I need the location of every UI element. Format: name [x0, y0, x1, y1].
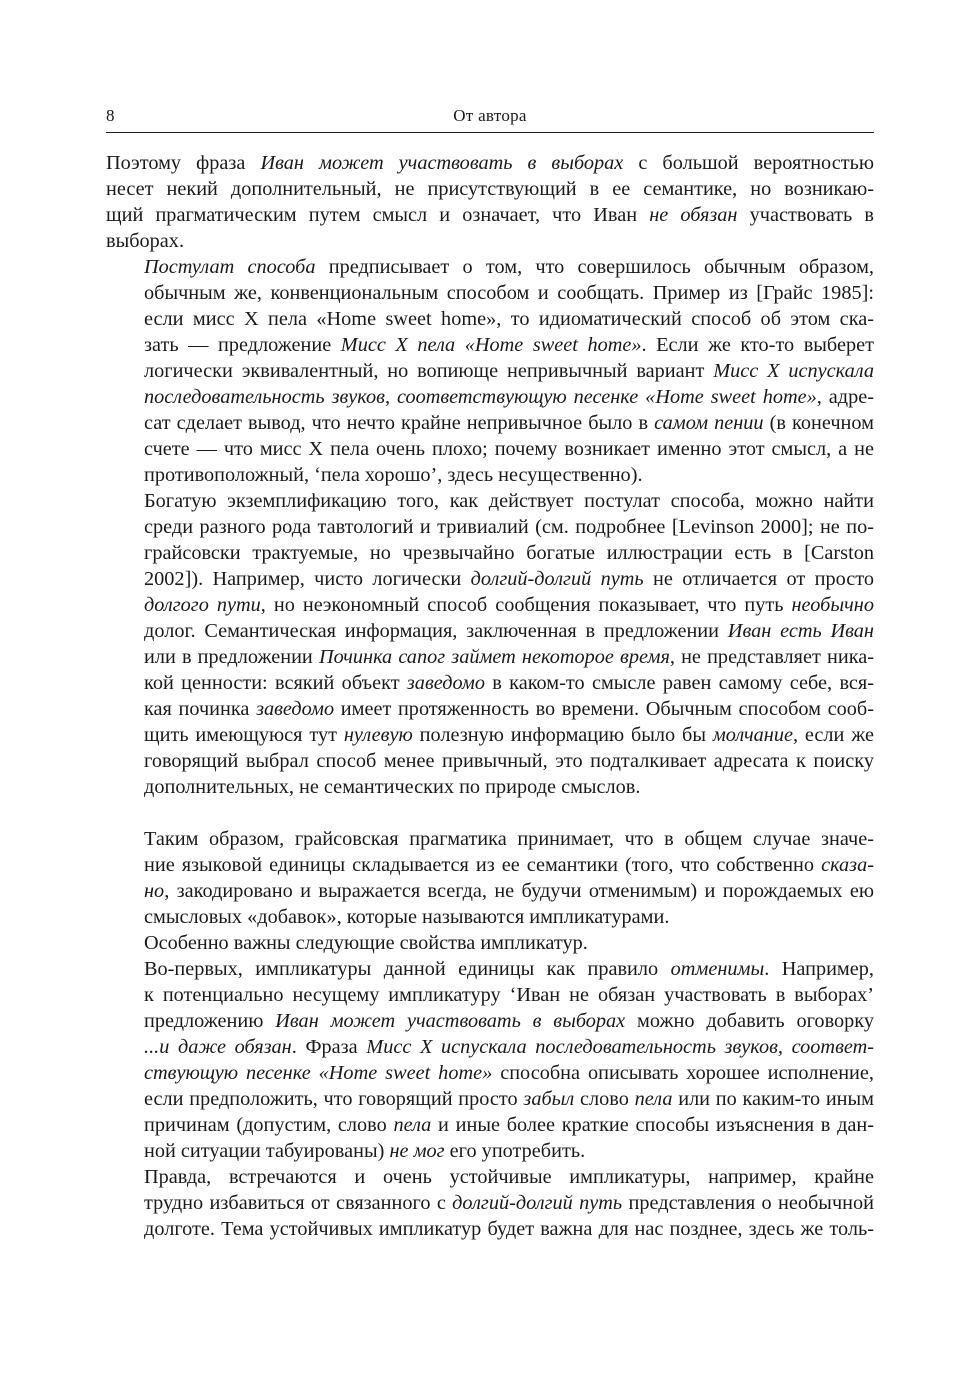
- text-line: щий прагматическим путем смысл и означает, что Иван не обязан участвовать в: [106, 204, 874, 226]
- text-line: к потенциально несущему импликатуру ‘Иван не обязан участвовать в выборах’: [144, 984, 874, 1006]
- text-line: Особенно важны следующие свойства импликатур.: [144, 932, 588, 954]
- italic-term: Постулат способа: [144, 256, 316, 278]
- text-line: если мисс Х пела «Home sweet home», то идиоматический способ об этом ска-: [144, 308, 874, 330]
- italic-term: необычно: [791, 594, 874, 616]
- italic-term: сказа-: [821, 854, 874, 876]
- text-line: долготе. Тема устойчивых импликатур будет важна для нас позднее, здесь же толь-: [144, 1218, 874, 1240]
- text-line: кой ценности: всякий объект заведомо в каком-то смысле равен самому себе, вся-: [144, 672, 874, 694]
- paragraph: [106, 1164, 874, 1242]
- text-line: Во-первых, импликатуры данной единицы как правило отменимы. Например,: [144, 958, 874, 980]
- italic-term: Мисс Х испускала: [713, 360, 874, 382]
- italic-term: долгий-долгий путь: [470, 568, 644, 590]
- italic-term: Мисс Х испускала последовательность звуков, соответ-: [366, 1036, 875, 1058]
- text-line: если предположить, что говорящий просто забыл слово пела или по каким-то иным: [144, 1088, 875, 1110]
- text-line: 2002]). Например, чисто логически долгий-долгий путь не отличается от просто: [144, 568, 874, 590]
- text-line: ние языковой единицы складывается из ее семантики (того, что собственно сказа-: [144, 854, 874, 876]
- text-line: причинам (допустим, слово пела и иные более краткие способы изъяснения в дан-: [144, 1114, 874, 1136]
- text-line: Постулат способа предписывает о том, что совершилось обычным образом,: [144, 256, 874, 278]
- text-line: трудно избавиться от связанного с долгий-долгий путь представления о необычной: [144, 1192, 874, 1214]
- text-line: Правда, встречаются и очень устойчивые импликатуры, например, крайне: [144, 1166, 874, 1188]
- text-line: кая починка заведомо имеет протяженность во времени. Обычным способом сооб-: [144, 698, 874, 720]
- italic-term: нулевую: [343, 724, 413, 746]
- paragraph: [106, 254, 874, 488]
- italic-term: Мисс Х пела «Home sweet home»: [340, 334, 642, 356]
- italic-term: долгого пути: [144, 594, 261, 616]
- page-number: 8: [106, 106, 115, 125]
- text-line: зать — предложение Мисс Х пела «Home sweet home». Если же кто-то выберет: [144, 334, 874, 356]
- italic-term: долгий-долгий путь: [452, 1192, 623, 1214]
- italic-term: заведомо: [256, 698, 335, 720]
- italic-term: забыл: [523, 1088, 575, 1110]
- text-line: щить имеющуюся тут нулевую полезную информацию было бы молчание, если же: [144, 724, 874, 746]
- page-header: [106, 104, 874, 133]
- text-line: Поэтому фраза Иван может участвовать в выборах с большой вероятностью: [106, 152, 874, 174]
- italic-term: Иван может участвовать в выборах: [275, 1010, 626, 1032]
- italic-term: Иван есть Иван: [727, 620, 874, 642]
- text-line: логически эквивалентный, но вопиюще непривычный вариант Мисс Х испускала: [144, 360, 874, 382]
- text-line: дополнительных, не семантических по природе смыслов.: [144, 776, 641, 798]
- italic-term: не обязан: [649, 204, 738, 226]
- paragraph: [106, 956, 874, 1164]
- text-line: ствующую песенке «Home sweet home» способна описывать хорошее исполнение,: [144, 1062, 874, 1084]
- text-line: обычным же, конвенциональным способом и сообщать. Пример из [Грайс 1985]:: [144, 282, 874, 304]
- text-line: сат сделает вывод, что нечто крайне непривычное было в самом пении (в конечном: [144, 412, 874, 434]
- text-line: последовательность звуков, соответствующую песенке «Home sweet home», адре-: [144, 386, 874, 408]
- italic-term: молчание: [712, 724, 793, 746]
- running-title: От автора: [453, 106, 527, 125]
- text-line: но, закодировано и выражается всегда, не будучи отменимым) и порождаемых ею: [144, 880, 874, 902]
- italic-term: пела: [634, 1088, 673, 1110]
- text-line: Таким образом, грайсовская прагматика принимает, что в общем случае значе-: [144, 828, 874, 850]
- text-line: Богатую экземплификацию того, как действует постулат способа, можно найти: [144, 490, 874, 512]
- italic-term: последовательность звуков, соответствующую песенке «Home sweet home»: [144, 386, 817, 408]
- text-line: предложению Иван может участвовать в выборах можно добавить оговорку: [144, 1010, 875, 1032]
- italic-term: не мог: [389, 1140, 445, 1162]
- text-line: долог. Семантическая информация, заключенная в предложении Иван есть Иван: [144, 620, 874, 642]
- italic-term: заведомо: [406, 672, 485, 694]
- body-text: [106, 150, 874, 1242]
- italic-term: ствующую песенке «Home sweet home»: [144, 1062, 493, 1084]
- text-line: или в предложении Починка сапог займет некоторое время, не представляет ника-: [144, 646, 875, 668]
- italic-term: но: [144, 880, 165, 902]
- text-line: смысловых «добавок», которые называются импликатурами.: [144, 906, 670, 928]
- text-line: долгого пути, но неэкономный способ сообщения показывает, что путь необычно: [144, 594, 874, 616]
- italic-term: отменимы: [670, 958, 765, 980]
- italic-term: самом пении: [654, 412, 764, 434]
- text-line: ной ситуации табуированы) не мог его употребить.: [144, 1140, 586, 1162]
- text-line: говорящий выбрал способ менее привычный, это подталкивает адресата к поиску: [144, 750, 874, 772]
- paragraph: [106, 930, 874, 956]
- text-line: противоположный, ‘пела хорошо’, здесь несущественно).: [144, 464, 643, 486]
- text-line: несет некий дополнительный, не присутствующий в ее семантике, но возникаю-: [106, 178, 874, 200]
- italic-term: пела: [393, 1114, 432, 1136]
- document-page: [106, 0, 874, 1388]
- paragraph: [106, 488, 874, 800]
- paragraph: [106, 826, 874, 930]
- text-line: счете — что мисс Х пела очень плохо; почему возникает именно этот смысл, а не: [144, 438, 874, 460]
- text-line: среди разного рода тавтологий и тривиалий (см. подробнее [Levinson 2000]; не по-: [144, 516, 874, 538]
- italic-term: Иван может участвовать в выборах: [260, 152, 624, 174]
- text-line: грайсовски трактуемые, но чрезвычайно богатые иллюстрации есть в [Carston: [144, 542, 874, 564]
- text-line: ...и даже обязан. Фраза Мисс Х испускала последовательность звуков, соответ-: [144, 1036, 875, 1058]
- italic-term: ...и даже обязан: [144, 1036, 292, 1058]
- italic-term: Починка сапог займет некоторое время: [318, 646, 670, 668]
- paragraph: [106, 150, 874, 254]
- text-line: выборах.: [106, 230, 185, 252]
